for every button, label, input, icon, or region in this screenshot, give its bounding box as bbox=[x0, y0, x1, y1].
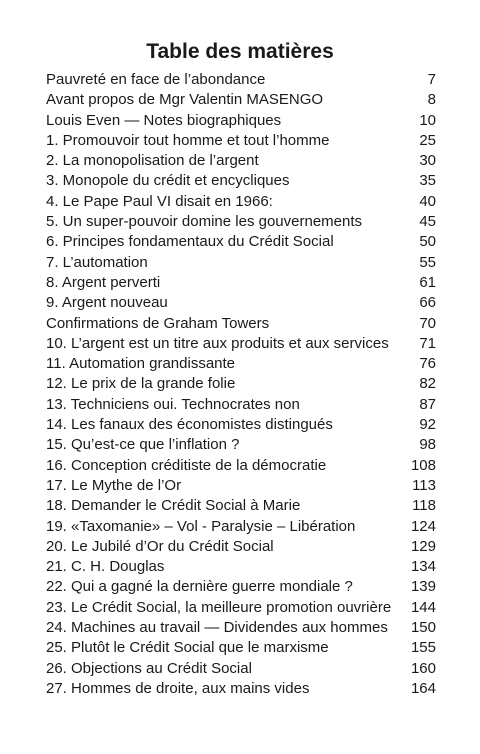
toc-entry bbox=[46, 334, 436, 354]
page-title: Table des matières bbox=[146, 40, 334, 63]
table-of-contents bbox=[46, 70, 436, 699]
toc-entry bbox=[46, 496, 436, 516]
toc-entry bbox=[46, 70, 436, 90]
toc-entry-label: 16. Conception créditiste de la démocratie bbox=[46, 456, 327, 474]
toc-entry bbox=[46, 537, 436, 557]
toc-entry-page-number: 50 bbox=[419, 233, 436, 251]
toc-entry-page-number: 124 bbox=[410, 517, 436, 535]
toc-entry-label: 10. L’argent est un titre aux produits et aux services bbox=[46, 334, 389, 352]
toc-entry-page-number: 87 bbox=[419, 395, 436, 413]
toc-entry bbox=[46, 314, 436, 334]
toc-entry-label: 9. Argent nouveau bbox=[46, 294, 168, 312]
toc-entry bbox=[46, 638, 436, 658]
toc-entry-page-number: 10 bbox=[419, 111, 436, 129]
toc-entry-label: 26. Objections au Crédit Social bbox=[46, 659, 252, 677]
toc-entry-page-number: 35 bbox=[419, 172, 436, 190]
toc-entry-label: Confirmations de Graham Towers bbox=[46, 314, 270, 332]
toc-entry-page-number: 155 bbox=[410, 639, 436, 657]
toc-entry bbox=[46, 415, 436, 435]
toc-entry-page-number: 129 bbox=[410, 537, 436, 555]
toc-entry-page-number: 92 bbox=[419, 416, 436, 434]
toc-entry-label: 18. Demander le Crédit Social à Marie bbox=[46, 497, 301, 515]
toc-entry-label: 25. Plutôt le Crédit Social que le marxisme bbox=[46, 639, 329, 657]
toc-entry-page-number: 160 bbox=[410, 659, 436, 677]
toc-entry-page-number: 139 bbox=[410, 578, 436, 596]
toc-entry-page-number: 113 bbox=[412, 476, 436, 494]
toc-entry bbox=[46, 253, 436, 273]
toc-entry bbox=[46, 456, 436, 476]
toc-entry-label: 1. Promouvoir tout homme et tout l’homme bbox=[46, 131, 330, 149]
toc-entry-page-number: 108 bbox=[410, 456, 436, 474]
toc-entry-page-number: 40 bbox=[419, 192, 436, 210]
toc-entry-label: 4. Le Pape Paul VI disait en 1966: bbox=[46, 192, 273, 210]
toc-entry-page-number: 45 bbox=[419, 213, 436, 231]
toc-entry-label: 24. Machines au travail — Dividendes aux hommes bbox=[46, 619, 388, 637]
toc-entry bbox=[46, 293, 436, 313]
toc-entry-label: Louis Even — Notes biographiques bbox=[46, 111, 282, 129]
toc-entry-label: 27. Hommes de droite, aux mains vides bbox=[46, 679, 310, 697]
toc-entry-label: 11. Automation grandissante bbox=[46, 355, 236, 373]
toc-entry bbox=[46, 435, 436, 455]
toc-entry-page-number: 70 bbox=[419, 314, 436, 332]
toc-entry bbox=[46, 618, 436, 638]
toc-entry-page-number: 82 bbox=[419, 375, 436, 393]
toc-entry-page-number: 8 bbox=[427, 91, 436, 109]
toc-entry-label: 17. Le Mythe de l’Or bbox=[46, 476, 182, 494]
toc-entry-label: 15. Qu’est-ce que l’inflation ? bbox=[46, 436, 240, 454]
toc-entry-label: Pauvreté en face de l’abondance bbox=[46, 71, 266, 88]
toc-entry-page-number: 30 bbox=[419, 152, 436, 170]
toc-entry-label: 2. La monopolisation de l’argent bbox=[46, 152, 259, 170]
toc-entry bbox=[46, 151, 436, 171]
toc-entry bbox=[46, 131, 436, 151]
toc-entry bbox=[46, 273, 436, 293]
toc-entry-label: 21. C. H. Douglas bbox=[46, 558, 165, 576]
toc-entry-page-number: 55 bbox=[419, 253, 436, 271]
toc-entry bbox=[46, 659, 436, 679]
toc-entry-label: 12. Le prix de la grande folie bbox=[46, 375, 236, 393]
toc-entry-page-number: 7 bbox=[427, 71, 436, 88]
toc-entry bbox=[46, 232, 436, 252]
toc-entry bbox=[46, 90, 436, 110]
toc-entry-page-number: 98 bbox=[419, 436, 436, 454]
toc-entry-label: 19. «Taxomanie» – Vol - Paralysie – Libération bbox=[46, 517, 356, 535]
toc-entry bbox=[46, 517, 436, 537]
toc-entry-label: 6. Principes fondamentaux du Crédit Social bbox=[46, 233, 334, 251]
toc-entry-page-number: 71 bbox=[419, 334, 436, 352]
toc-entry-page-number: 25 bbox=[419, 131, 436, 149]
toc-entry bbox=[46, 395, 436, 415]
toc-entry bbox=[46, 476, 436, 496]
toc-entry bbox=[46, 192, 436, 212]
toc-entry-label: 7. L’automation bbox=[46, 253, 148, 271]
toc-entry-page-number: 76 bbox=[419, 355, 436, 373]
toc-entry-page-number: 61 bbox=[419, 273, 436, 291]
toc-entry bbox=[46, 598, 436, 618]
toc-entry-label: 13. Techniciens oui. Technocrates non bbox=[46, 395, 300, 413]
toc-entry-label: 14. Les fanaux des économistes distingués bbox=[46, 416, 333, 434]
toc-entry bbox=[46, 111, 436, 131]
toc-entry-page-number: 134 bbox=[410, 558, 436, 576]
toc-entry-label: 5. Un super-pouvoir domine les gouvernements bbox=[46, 213, 363, 231]
toc-entry bbox=[46, 679, 436, 699]
toc-entry bbox=[46, 577, 436, 597]
toc-entry bbox=[46, 212, 436, 232]
toc-entry-page-number: 118 bbox=[412, 497, 436, 515]
toc-entry-label: 8. Argent perverti bbox=[46, 273, 161, 291]
toc-entry bbox=[46, 354, 436, 374]
toc-entry-label: Avant propos de Mgr Valentin MASENGO bbox=[46, 91, 324, 109]
toc-entry bbox=[46, 374, 436, 394]
toc-entry-label: 3. Monopole du crédit et encycliques bbox=[46, 172, 290, 190]
toc-entry bbox=[46, 171, 436, 191]
toc-entry-label: 20. Le Jubilé d’Or du Crédit Social bbox=[46, 537, 274, 555]
toc-entry-page-number: 150 bbox=[410, 619, 436, 637]
toc-entry-label: 23. Le Crédit Social, la meilleure promotion ouvrière bbox=[46, 598, 392, 616]
toc-entry-label: 22. Qui a gagné la dernière guerre mondiale ? bbox=[46, 578, 353, 596]
toc-entry-page-number: 66 bbox=[419, 294, 436, 312]
toc-entry-page-number: 164 bbox=[410, 679, 436, 697]
toc-entry bbox=[46, 557, 436, 577]
toc-entry-page-number: 144 bbox=[410, 598, 436, 616]
